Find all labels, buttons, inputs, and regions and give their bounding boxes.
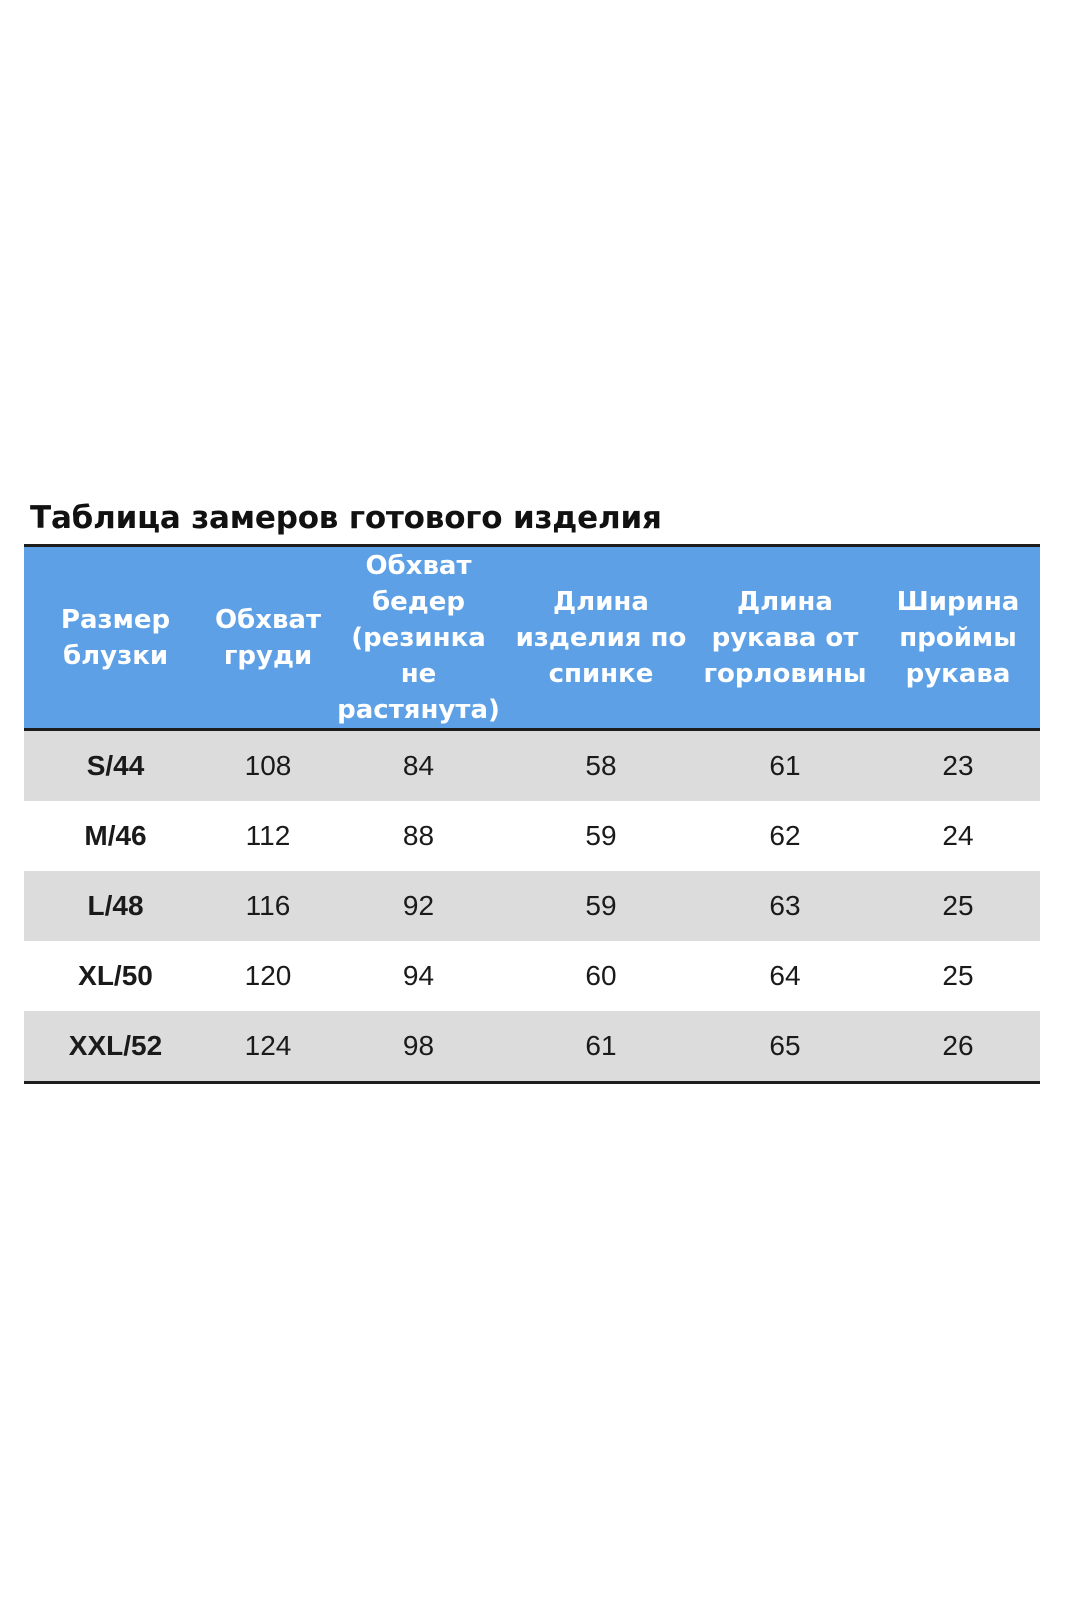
cell-armhole-width: 24 [942, 820, 974, 851]
cell-armhole-width: 26 [942, 1030, 974, 1061]
cell-hips: 94 [402, 960, 435, 991]
cell-chest: 120 [244, 960, 292, 991]
header-back-length: Длина изделия по спинке [515, 586, 687, 689]
cell-size: S/44 [86, 750, 145, 781]
cell-size: L/48 [87, 890, 144, 921]
cell-back-length: 61 [585, 1030, 617, 1061]
cell-size: XXL/52 [68, 1030, 163, 1061]
cell-back-length: 59 [585, 890, 617, 921]
cell-hips: 84 [402, 750, 435, 781]
cell-chest: 108 [244, 750, 292, 781]
cell-sleeve-length: 65 [769, 1030, 801, 1061]
cell-hips: 92 [402, 890, 435, 921]
cell-size: M/46 [84, 820, 147, 851]
cell-armhole-width: 23 [942, 750, 974, 781]
table-title: Таблица замеров готового изделия [30, 500, 662, 536]
table-row [24, 1011, 1040, 1081]
cell-back-length: 60 [585, 960, 617, 991]
cell-sleeve-length: 64 [769, 960, 801, 991]
cell-hips: 88 [402, 820, 435, 851]
cell-sleeve-length: 62 [769, 820, 801, 851]
cell-chest: 112 [245, 820, 291, 851]
table-bottom-rule [24, 1081, 1040, 1084]
cell-sleeve-length: 63 [769, 890, 801, 921]
header-hips: Обхват бедер (резинка не растянута) [337, 550, 500, 725]
header-sleeve-length: Длина рукава от горловины [703, 586, 867, 689]
cell-back-length: 59 [585, 820, 617, 851]
cell-sleeve-length: 61 [769, 750, 801, 781]
cell-size: XL/50 [78, 960, 153, 991]
table-row [24, 731, 1040, 801]
cell-chest: 124 [244, 1030, 292, 1061]
table-row [24, 801, 1040, 871]
cell-back-length: 58 [585, 750, 617, 781]
header-armhole-width: Ширина проймы рукава [896, 586, 1020, 689]
cell-hips: 98 [402, 1030, 435, 1061]
cell-armhole-width: 25 [942, 890, 974, 921]
cell-armhole-width: 25 [942, 960, 974, 991]
header-chest: Обхват груди [214, 604, 322, 671]
table-row [24, 941, 1040, 1011]
cell-chest: 116 [245, 890, 291, 921]
table-row [24, 871, 1040, 941]
size-table [24, 544, 1040, 1084]
table-header [24, 547, 1040, 731]
header-size: Размер блузки [60, 604, 171, 671]
